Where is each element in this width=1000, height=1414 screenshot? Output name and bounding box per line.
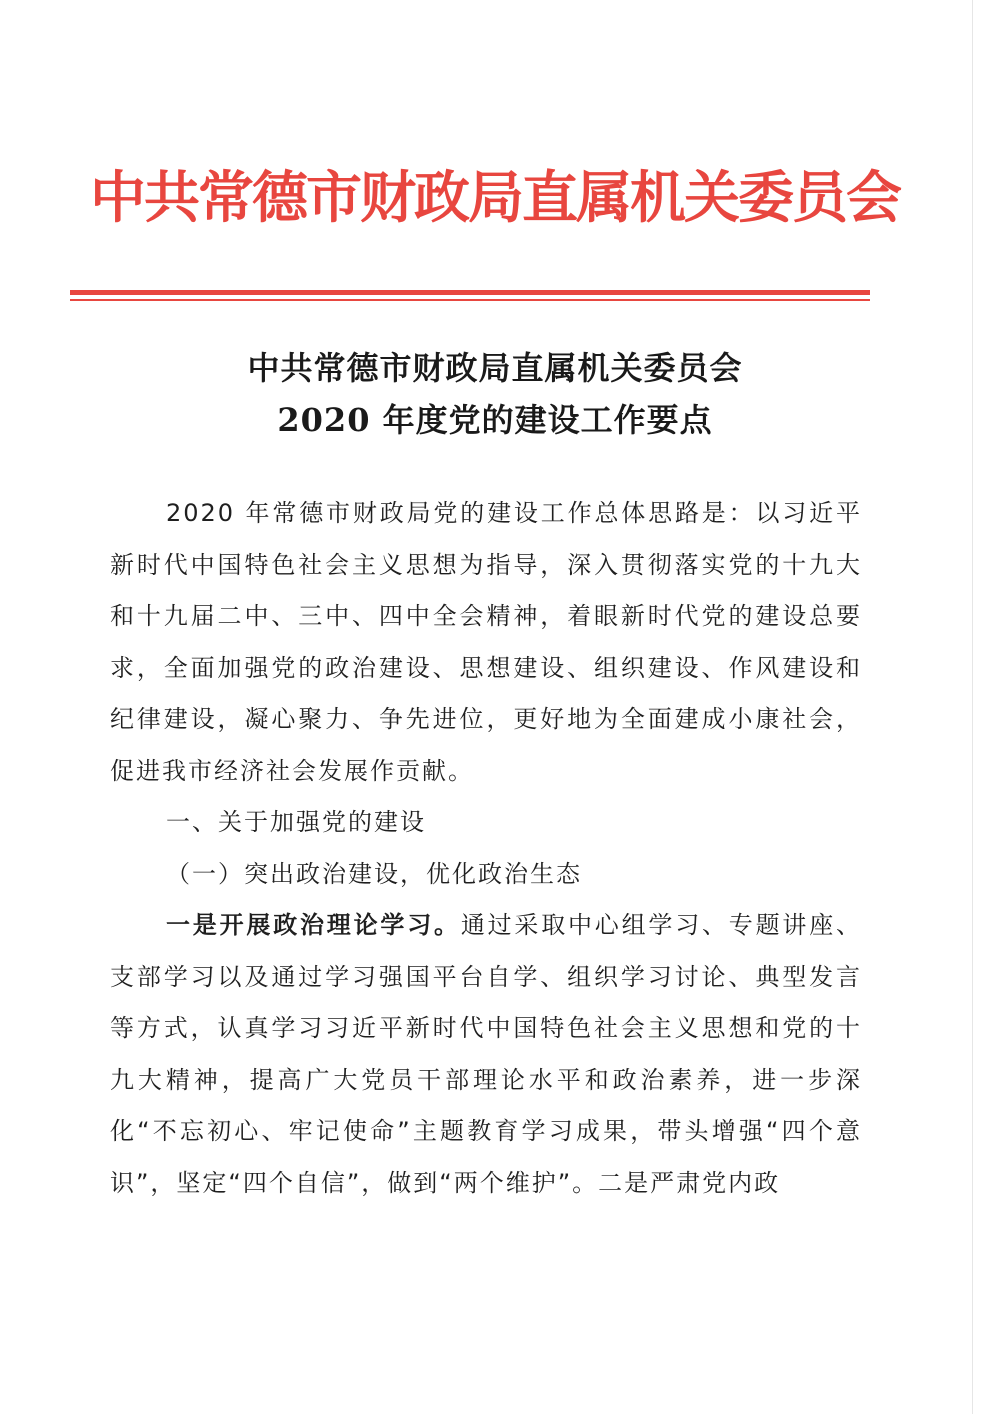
- red-masthead: 中共常德市财政局直属机关委员会: [90, 165, 900, 231]
- subsection-heading-1: （一）突出政治建设，优化政治生态: [166, 859, 582, 888]
- paragraph-lead: 一是开展政治理论学习。: [166, 911, 461, 939]
- paragraph-political-study: [110, 900, 862, 1209]
- scan-edge-line: [972, 0, 973, 1414]
- document-title-line-1: 中共常德市财政局直属机关委员会: [247, 349, 743, 387]
- document-body: [110, 488, 862, 1209]
- intro-paragraph: 2020 年常德市财政局党的建设工作总体思路是：以习近平新时代中国特色社会主义思想为指导，深入贯彻落实党的十九大和十九届二中、三中、四中全会精神，着眼新时代党的建设总要求，全面加强党的政治建设、思想建设、组织建设、作风建设和纪律建设，凝心聚力、争先进位，更好地为全面建成小康社会，促进我市经济社会发展作贡献。: [110, 499, 862, 785]
- paragraph-body: 通过采取中心组学习、专题讲座、支部学习以及通过学习强国平台自学、组织学习讨论、典型发言等方式，认真学习习近平新时代中国特色社会主义思想和党的十九大精神，提高广大党员干部理论水平和政治素养，进一步深化“不忘初心、牢记使命”主题教育学习成果，带头增强“四个意识”，坚定“四个自信”，做到“两个维护”。二是严肃党内政: [110, 911, 863, 1197]
- masthead-rule-thin: [70, 299, 870, 301]
- document-title-line-2: 2020 年度党的建设工作要点: [277, 401, 713, 439]
- masthead-rule-thick: [70, 290, 870, 295]
- section-heading-1: 一、关于加强党的建设: [166, 808, 426, 836]
